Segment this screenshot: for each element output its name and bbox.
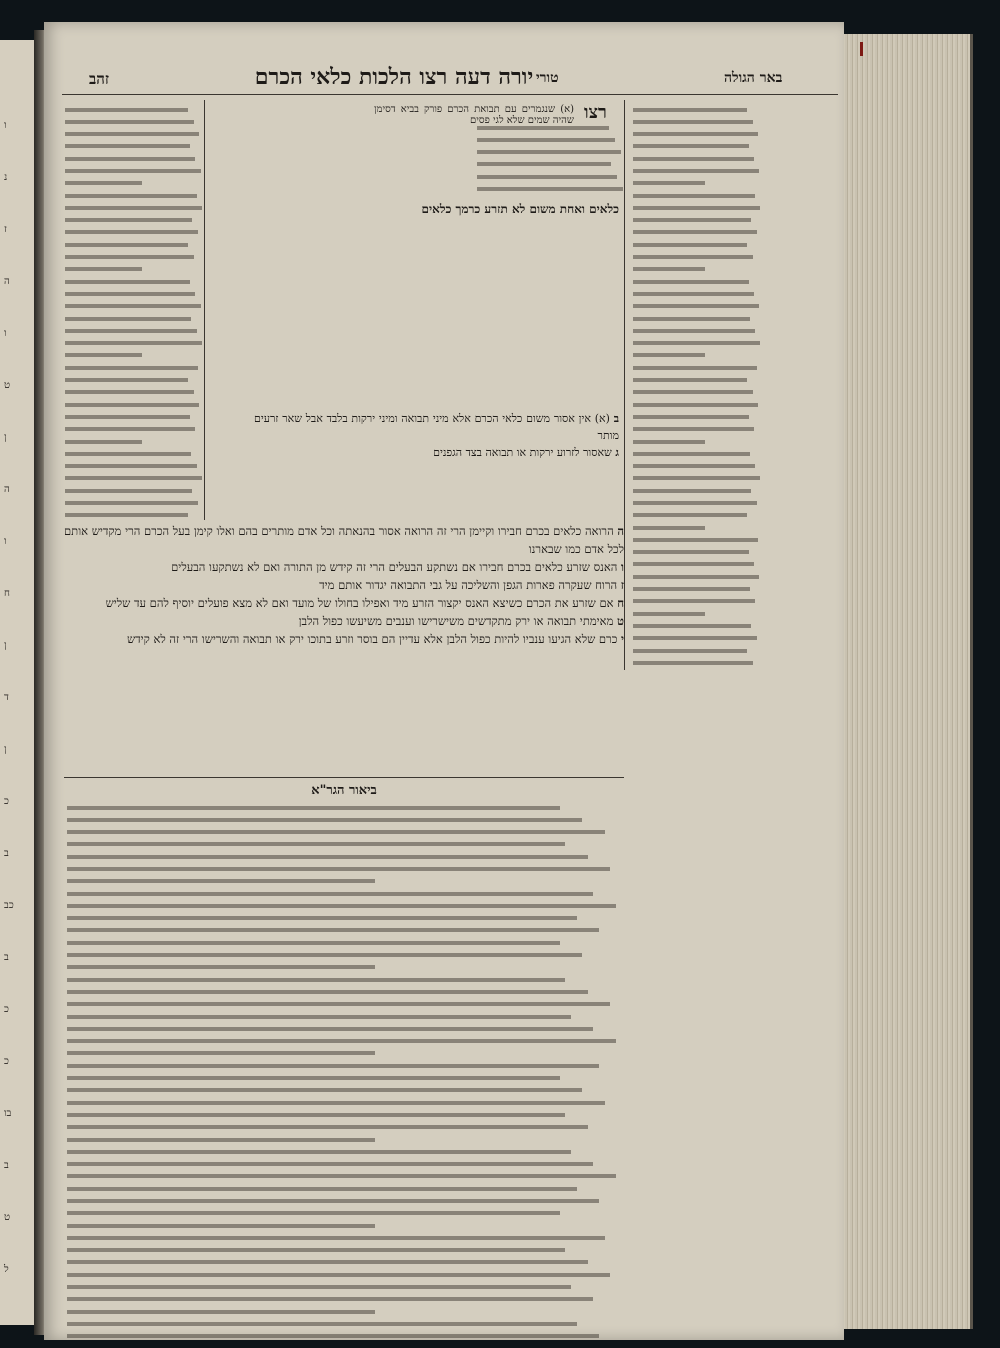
- paragraph: ה הרואה כלאים בכרם חבירו וקיימן הרי זה הרואה אסור בהנאתה וכל אדם מותרים בהם ואלו קימן בעל הכרם הרי מקדיש אותם לכל אדם כמו שבארנו: [64, 524, 624, 556]
- text-line: [64, 1183, 624, 1195]
- text-line: [630, 448, 760, 460]
- text-line: [62, 116, 202, 128]
- halachot-paragraphs: [64, 522, 624, 648]
- text-line: [64, 1269, 624, 1281]
- text-line: [62, 424, 202, 436]
- tur-column: [474, 122, 624, 196]
- text-line: [630, 178, 760, 190]
- text-line: [630, 522, 760, 534]
- margin-letter: ב: [4, 848, 9, 859]
- text-line: [62, 129, 202, 141]
- text-line: [64, 863, 624, 875]
- margin-letter: ב: [4, 952, 9, 963]
- margin-letter: נ: [4, 172, 8, 183]
- text-line: [64, 888, 624, 900]
- text-line: [62, 350, 202, 362]
- text-line: [62, 473, 202, 485]
- text-line: [474, 183, 624, 195]
- text-line: [630, 350, 760, 362]
- text-line: [62, 485, 202, 497]
- text-line: [62, 252, 202, 264]
- text-line: [630, 387, 760, 399]
- text-line: [64, 900, 624, 912]
- text-line: [64, 1306, 624, 1318]
- text-line: [64, 1134, 624, 1146]
- text-line: [64, 1257, 624, 1269]
- text-line: [64, 876, 624, 888]
- text-line: [62, 362, 202, 374]
- text-line: [630, 264, 760, 276]
- margin-letter: ן: [4, 640, 7, 651]
- text-line: [62, 510, 202, 522]
- text-line: [62, 264, 202, 276]
- text-line: [64, 925, 624, 937]
- paragraph: י כרם שלא הגיעו ענביו להיות כפול הלבן אלא עדיין הם בוסר וזרע בתוכו ירק או תבואה והשרישו הרי זה לא קידש: [126, 632, 624, 646]
- text-line: [64, 851, 624, 863]
- text-line: [62, 288, 202, 300]
- page-edges: [840, 34, 973, 1329]
- paragraph: ב (א) אין אסור משום כלאי הכרם אלא מיני תבואה ומיני ירקות בלבד אבל שאר זרעים מותר: [254, 412, 620, 442]
- text-line: [474, 122, 624, 134]
- text-line: [630, 596, 760, 608]
- margin-letter: ו: [4, 120, 7, 131]
- margin-letter: כב: [4, 900, 14, 911]
- text-line: [474, 134, 624, 146]
- siman-number: רצו: [584, 102, 607, 123]
- text-line: [62, 399, 202, 411]
- gra-commentary: [64, 802, 624, 1343]
- text-line: [630, 215, 760, 227]
- text-line: [630, 153, 760, 165]
- text-line: [62, 239, 202, 251]
- text-line: [64, 1146, 624, 1158]
- text-line: [62, 153, 202, 165]
- text-line: [630, 288, 760, 300]
- text-line: [630, 510, 760, 522]
- text-line: [630, 190, 760, 202]
- text-line: [630, 104, 760, 116]
- text-line: [630, 424, 760, 436]
- text-line: [64, 1048, 624, 1060]
- paragraph: ח אם שזרע את הכרם כשיצא האנס יקצור הזרע מיד ואפילו בחולו של מועד ואם לא מצא פועלים יוסיף להם עד שליש: [105, 596, 624, 610]
- text-line: [62, 375, 202, 387]
- margin-letter: ד: [4, 692, 9, 703]
- text-line: [630, 301, 760, 313]
- text-line: [630, 473, 760, 485]
- text-line: [64, 1245, 624, 1257]
- text-line: [630, 547, 760, 559]
- text-line: [62, 276, 202, 288]
- text-line: [62, 178, 202, 190]
- text-line: [630, 534, 760, 546]
- text-line: [630, 165, 760, 177]
- text-line: [64, 986, 624, 998]
- text-line: [630, 608, 760, 620]
- margin-letter: כ: [4, 1056, 9, 1067]
- text-line: [630, 116, 760, 128]
- text-line: [62, 325, 202, 337]
- margin-letter: כ: [4, 796, 9, 807]
- paragraph: ט מאימתי תבואה או ירק מתקדשים משישרישו וענבים משיעשו כפול הלבן: [298, 614, 624, 628]
- text-line: [64, 1036, 624, 1048]
- text-line: [64, 1318, 624, 1330]
- paragraph: ג שאסור לזרוע ירקות או תבואה בצד הגפנים: [433, 446, 619, 459]
- text-line: [64, 827, 624, 839]
- text-line: [62, 165, 202, 177]
- text-line: [64, 1122, 624, 1134]
- margin-letter: בו: [4, 1108, 12, 1119]
- beer-hagolah-label: באר הגולה: [724, 70, 783, 86]
- text-line: [630, 498, 760, 510]
- text-line: [64, 1196, 624, 1208]
- text-line: [62, 313, 202, 325]
- text-line: [630, 620, 760, 632]
- text-line: [630, 571, 760, 583]
- text-line: [64, 1097, 624, 1109]
- paragraph: ז הרוח שעקרה פארות הגפן והשליכה על גבי התבואה יגדור אותם מיד: [319, 578, 624, 592]
- text-line: [64, 1294, 624, 1306]
- text-line: [64, 802, 624, 814]
- text-line: [62, 436, 202, 448]
- text-line: [474, 159, 624, 171]
- text-line: [64, 1060, 624, 1072]
- text-line: [630, 227, 760, 239]
- text-line: [62, 227, 202, 239]
- text-line: [474, 147, 624, 159]
- page-number: זהב: [89, 70, 110, 88]
- commentary-column-left: [62, 104, 202, 522]
- text-line: [64, 1011, 624, 1023]
- text-line: [62, 411, 202, 423]
- margin-letter: ה: [4, 276, 10, 287]
- main-text-opening: כלאים ואחת משום לא תזרע כרמך כלאים: [421, 202, 619, 216]
- inset-paragraphs: [254, 410, 619, 461]
- text-line: [630, 338, 760, 350]
- margin-letter: ל: [4, 1264, 9, 1275]
- text-line: [630, 375, 760, 387]
- text-line: [474, 171, 624, 183]
- text-line: [64, 1220, 624, 1232]
- text-line: [64, 1208, 624, 1220]
- text-line: [630, 362, 760, 374]
- text-line: [62, 190, 202, 202]
- text-line: [64, 1109, 624, 1121]
- book-page: [44, 22, 844, 1340]
- margin-letter: ט: [4, 1212, 11, 1223]
- text-line: [64, 1171, 624, 1183]
- commentary-heading: ביאור הגר"א: [311, 783, 377, 798]
- text-line: [64, 913, 624, 925]
- margin-letter: ח: [4, 588, 10, 599]
- text-line: [630, 633, 760, 645]
- text-line: [630, 325, 760, 337]
- margin-letter: ב: [4, 1160, 9, 1171]
- margin-letter: ן: [4, 432, 7, 443]
- paragraph: ו האנס שזרע כלאים בכרם חבירו אם נשתקע הבעלים הרי זה קידש מן התורה ואם לא נשתקעו הבעלים: [171, 560, 624, 574]
- page-title: יורה דעה רצו הלכות כלאי הכרם: [254, 64, 534, 90]
- text-line: [630, 485, 760, 497]
- text-line: [630, 399, 760, 411]
- siman-intro: (א) שנגמרים עם תבואת הכרם פורק בביא דסימן שהיה שמים שלא לגי פסים: [374, 104, 574, 126]
- text-line: [630, 252, 760, 264]
- text-line: [64, 1331, 624, 1343]
- margin-letter: ן: [4, 744, 7, 755]
- text-line: [630, 436, 760, 448]
- text-line: [64, 1232, 624, 1244]
- text-line: [62, 104, 202, 116]
- text-line: [62, 215, 202, 227]
- facing-page-edge: [0, 40, 38, 1325]
- text-line: [630, 129, 760, 141]
- text-line: [630, 202, 760, 214]
- text-line: [62, 498, 202, 510]
- text-line: [62, 141, 202, 153]
- text-line: [62, 448, 202, 460]
- beer-hagolah-column: [630, 104, 760, 670]
- text-line: [64, 814, 624, 826]
- text-line: [62, 301, 202, 313]
- text-line: [630, 645, 760, 657]
- text-line: [62, 387, 202, 399]
- text-line: [64, 1282, 624, 1294]
- text-line: [62, 338, 202, 350]
- text-line: [630, 276, 760, 288]
- margin-letter: ט: [4, 380, 11, 391]
- text-line: [64, 937, 624, 949]
- margin-letter: ה: [4, 484, 10, 495]
- text-line: [630, 239, 760, 251]
- text-line: [62, 202, 202, 214]
- text-line: [64, 962, 624, 974]
- text-line: [630, 559, 760, 571]
- text-line: [630, 584, 760, 596]
- text-line: [64, 1023, 624, 1035]
- text-line: [630, 313, 760, 325]
- text-line: [64, 974, 624, 986]
- text-line: [64, 839, 624, 851]
- margin-letter: ו: [4, 328, 7, 339]
- text-line: [64, 1073, 624, 1085]
- margin-letter: ז: [4, 224, 7, 235]
- text-line: [630, 411, 760, 423]
- text-line: [62, 461, 202, 473]
- text-line: [64, 999, 624, 1011]
- text-line: [630, 657, 760, 669]
- text-line: [64, 1085, 624, 1097]
- margin-letter: כ: [4, 1004, 9, 1015]
- margin-letter: ו: [4, 536, 7, 547]
- text-line: [64, 1159, 624, 1171]
- tur-label: טורי: [536, 70, 559, 86]
- text-line: [64, 950, 624, 962]
- text-line: [630, 141, 760, 153]
- text-line: [630, 461, 760, 473]
